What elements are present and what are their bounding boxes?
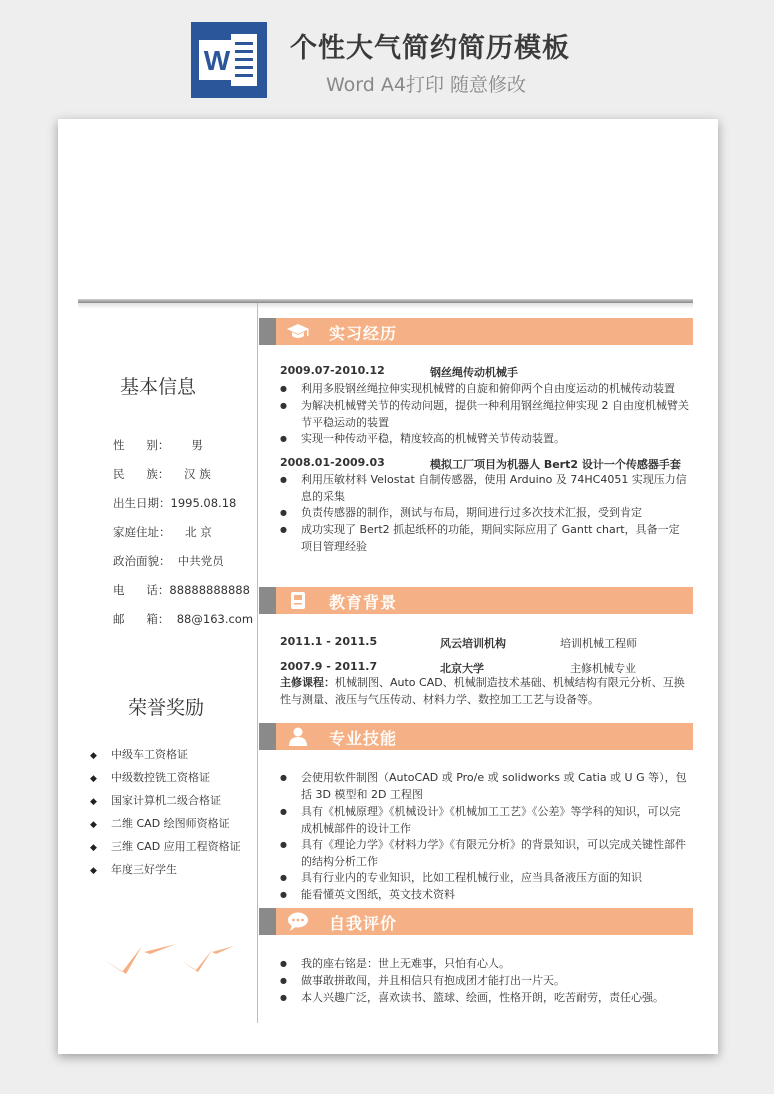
word-icon-letter: W [203,45,231,76]
banner-title: 个性大气简约简历模板 [290,33,570,64]
skills-title: 专业技能 [329,729,398,748]
internship-section-header [259,318,693,345]
diamond-bullet-icon: ◆ [90,820,97,830]
edu-period: 2011.1 - 2011.5 [280,635,378,648]
job-period: 2008.01-2009.03 [280,456,385,469]
basic-info-row: 性 别： 男 [113,438,203,452]
edu-major: 主修机械专业 [570,662,636,675]
job-name: 模拟工厂项目为机器人 Bert2 设计一个传感器手套 [430,458,681,471]
skill-bullet: ● 能看懂英文图纸，英文技术资料 [280,887,690,904]
basic-info-heading: 基本信息 [120,376,197,398]
banner [0,0,774,112]
basic-info-row: 家庭住址： 北 京 [113,525,212,539]
job-period: 2009.07-2010.12 [280,364,385,377]
speech-bubble-icon [286,911,310,932]
skills-section-header [259,723,693,750]
honor-item: ◆ 中级数控铣工资格证 [90,771,210,784]
edu-school: 风云培训机构 [440,637,506,650]
education-title: 教育背景 [329,593,398,612]
diamond-bullet-icon: ◆ [90,774,97,784]
honor-item: ◆ 三维 CAD 应用工程资格证 [90,840,241,853]
job-bullet: ● 利用压敏材料 Velostat 自制传感器，使用 Arduino 及 74HC4051 实现压力信息的采集 [280,472,690,505]
self-eval-bullet: ● 做事敢拼敢闯，并且相信只有抱成团才能打出一片天。 [280,973,690,990]
skill-bullet: ● 会使用软件制图（AutoCAD 或 Pro/e 或 solidworks 或 Catia 或 U G 等），包括 3D 模型和 2D 工程图 [280,770,690,803]
column-divider [257,303,258,1023]
edu-school: 北京大学 [440,662,484,675]
skill-bullet: ● 具有行业内的专业知识，比如工程机械行业，应当具备液压方面的知识 [280,870,690,887]
courses-text: 机械制图、Auto CAD、机械制造技术基础、机械结构有限元分析、互换性与测量、液压与气压传动、材料力学、数控加工工艺与设备等。 [280,676,685,706]
honors-heading: 荣誉奖励 [128,697,205,719]
courses [280,675,685,708]
person-icon [286,726,310,747]
diamond-bullet-icon: ◆ [90,751,97,761]
edu-major: 培训机械工程师 [560,637,637,650]
basic-info-row: 邮 箱： 88@163.com [113,612,254,626]
honor-item: ◆ 中级车工资格证 [90,748,188,761]
job-bullet: ● 实现一种传动平稳，精度较高的机械臂关节传动装置。 [280,431,690,448]
graduation-cap-icon [286,321,310,342]
basic-info-row: 电 话：88888888888 [113,583,250,597]
word-icon [191,22,267,98]
job-bullet: ● 负责传感器的制作，测试与布局，期间进行过多次技术汇报，受到肯定 [280,505,690,522]
self-eval-bullet: ● 我的座右铭是：世上无难事，只怕有心人。 [280,956,690,973]
basic-info-row: 民 族： 汉 族 [113,467,211,481]
diamond-bullet-icon: ◆ [90,843,97,853]
edu-period: 2007.9 - 2011.7 [280,660,378,673]
banner-subtitle: Word A4打印 随意修改 [326,74,527,96]
internship-title: 实习经历 [329,324,398,343]
basic-info-row: 出生日期：1995.08.18 [113,496,237,510]
job-bullet: ● 为解决机械臂关节的传动问题，提供一种利用钢丝绳拉伸实现 2 自由度机械臂关节平稳运动的装置 [280,398,690,431]
self-eval-bullet: ● 本人兴趣广泛，喜欢读书、篮球、绘画，性格开朗，吃苦耐劳，责任心强。 [280,990,690,1007]
checkmark-decoration-icon [100,940,240,980]
resume-page [58,119,718,1054]
honor-item: ◆ 国家计算机二级合格证 [90,794,221,807]
skill-bullet: ● 具有《理论力学》《材料力学》《有限元分析》的背景知识，可以完成关键性部件的结构分析工作 [280,837,690,870]
basic-info-row: 政治面貌： 中共党员 [113,554,224,568]
job-bullet: ● 利用多股钢丝绳拉伸实现机械臂的自旋和俯仰两个自由度运动的机械传动装置 [280,381,690,398]
honor-item: ◆ 年度三好学生 [90,863,177,876]
skill-bullet: ● 具有《机械原理》《机械设计》《机械加工工艺》《公差》等学科的知识，可以完成机械部件的设计工作 [280,804,690,837]
diamond-bullet-icon: ◆ [90,866,97,876]
honor-item: ◆ 二维 CAD 绘图师资格证 [90,817,230,830]
self-eval-title: 自我评价 [329,914,398,933]
self-eval-section-header [259,908,693,935]
education-section-header [259,587,693,614]
diamond-bullet-icon: ◆ [90,797,97,807]
courses-label: 主修课程： [280,676,335,689]
job-name: 钢丝绳传动机械手 [430,366,518,379]
book-icon [286,590,310,611]
job-bullet: ● 成功实现了 Bert2 抓起纸杯的功能，期间实际应用了 Gantt chart，具备一定项目管理经验 [280,522,690,555]
